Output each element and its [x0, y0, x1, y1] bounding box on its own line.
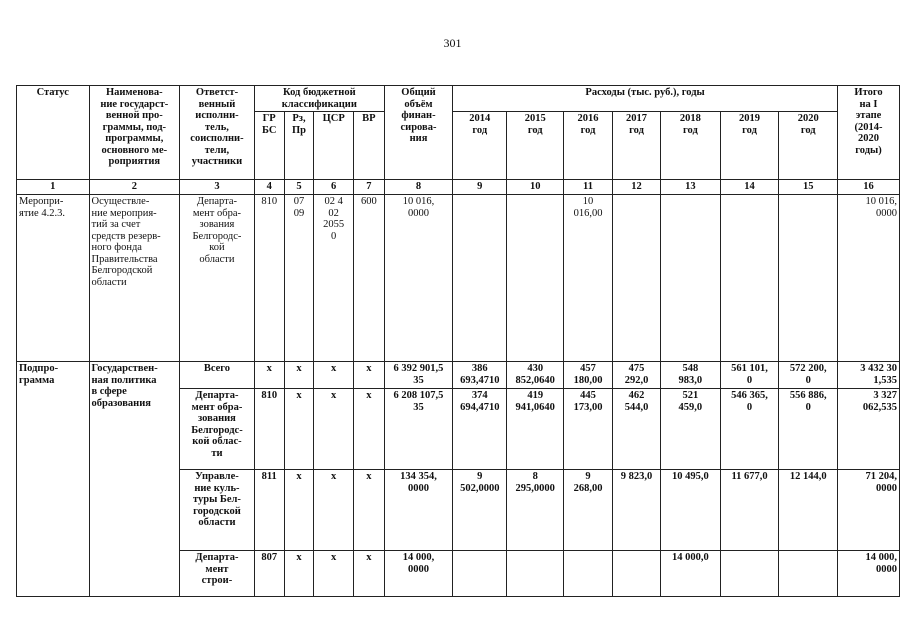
row-year-2020: 572 200, 0 [779, 362, 838, 389]
row-year-2016: 9 268,00 [563, 470, 612, 551]
row-year-2019: 546 365, 0 [720, 389, 779, 470]
column-number: 4 [254, 180, 284, 195]
header-status: Статус [17, 86, 90, 180]
row-stage-total: 14 000, 0000 [838, 551, 900, 597]
budget-table [16, 85, 900, 597]
row-responsible: Департа- мент обра- зования Белгородс- кой облас- ти [180, 389, 255, 470]
header-grbs: ГР БС [254, 112, 284, 180]
row-year-2015: 419 941,0640 [507, 389, 564, 470]
row-year-2017: 475 292,0 [613, 362, 661, 389]
row-year-2019: 561 101, 0 [720, 362, 779, 389]
column-number: 7 [353, 180, 384, 195]
event-vr: 600 [353, 195, 384, 362]
header-row-1 [17, 86, 900, 112]
column-number: 6 [314, 180, 353, 195]
event-row [17, 195, 900, 362]
row-year-2017 [613, 551, 661, 597]
subprogram-status: Подпро- грамма [17, 362, 90, 597]
header-responsible: Ответст- венный исполни- тель, соисполни- тели, участники [180, 86, 255, 180]
row-year-2015 [507, 551, 564, 597]
header-year-2014: 2014 год [453, 112, 507, 180]
row-rzpr: х [284, 389, 314, 470]
header-year-2019: 2019 год [720, 112, 779, 180]
subprogram-row [17, 362, 900, 389]
event-csr: 02 4 02 2055 0 [314, 195, 353, 362]
row-year-2016 [563, 551, 612, 597]
header-stage-total: Итого на I этапе (2014- 2020 годы) [838, 86, 900, 180]
row-year-2020: 12 144,0 [779, 470, 838, 551]
row-year-2014 [453, 551, 507, 597]
event-total: 10 016, 0000 [384, 195, 452, 362]
row-year-2019 [720, 551, 779, 597]
row-vr: х [353, 362, 384, 389]
row-year-2018: 10 495,0 [661, 470, 721, 551]
column-number: 14 [720, 180, 779, 195]
column-number: 1 [17, 180, 90, 195]
column-number: 5 [284, 180, 314, 195]
row-csr: х [314, 551, 353, 597]
event-responsible: Департа- мент обра- зования Белгородс- кой области [180, 195, 255, 362]
row-vr: х [353, 389, 384, 470]
row-rzpr: х [284, 470, 314, 551]
row-year-2014: 374 694,4710 [453, 389, 507, 470]
row-year-2014: 9 502,0000 [453, 470, 507, 551]
header-year-2015: 2015 год [507, 112, 564, 180]
row-grbs: 811 [254, 470, 284, 551]
row-responsible: Всего [180, 362, 255, 389]
row-total: 134 354, 0000 [384, 470, 452, 551]
row-year-2017: 462 544,0 [613, 389, 661, 470]
row-year-2018: 14 000,0 [661, 551, 721, 597]
event-year-2015 [507, 195, 564, 362]
row-year-2016: 457 180,00 [563, 362, 612, 389]
row-rzpr: х [284, 551, 314, 597]
row-total: 14 000, 0000 [384, 551, 452, 597]
subprogram-name: Государствен- ная политика в сфере образования [89, 362, 180, 597]
column-number: 2 [89, 180, 180, 195]
column-number: 12 [613, 180, 661, 195]
event-stage-total: 10 016, 0000 [838, 195, 900, 362]
row-year-2018: 548 983,0 [661, 362, 721, 389]
row-csr: х [314, 362, 353, 389]
column-number: 13 [661, 180, 721, 195]
event-year-2018 [661, 195, 721, 362]
row-year-2015: 8 295,0000 [507, 470, 564, 551]
event-grbs: 810 [254, 195, 284, 362]
header-budget-code: Код бюджетной классификации [254, 86, 384, 112]
row-responsible: Управле- ние куль- туры Бел- городской области [180, 470, 255, 551]
row-year-2014: 386 693,4710 [453, 362, 507, 389]
column-number: 9 [453, 180, 507, 195]
row-year-2019: 11 677,0 [720, 470, 779, 551]
row-total: 6 392 901,5 35 [384, 362, 452, 389]
row-stage-total: 71 204, 0000 [838, 470, 900, 551]
column-number: 8 [384, 180, 452, 195]
header-total-volume: Общий объём финан- сирова- ния [384, 86, 452, 180]
header-year-2017: 2017 год [613, 112, 661, 180]
row-year-2017: 9 823,0 [613, 470, 661, 551]
row-rzpr: х [284, 362, 314, 389]
header-expenses: Расходы (тыс. руб.), годы [453, 86, 838, 112]
event-year-2020 [779, 195, 838, 362]
header-vr: ВР [353, 112, 384, 180]
row-vr: х [353, 470, 384, 551]
row-grbs: 807 [254, 551, 284, 597]
row-year-2020: 556 886, 0 [779, 389, 838, 470]
row-stage-total: 3 327 062,535 [838, 389, 900, 470]
row-year-2016: 445 173,00 [563, 389, 612, 470]
event-name: Осуществле- ние мероприя- тий за счет средств резерв- ного фонда Правительства Белгородской области [89, 195, 180, 362]
row-year-2020 [779, 551, 838, 597]
header-year-2016: 2016 год [563, 112, 612, 180]
column-number: 10 [507, 180, 564, 195]
row-grbs: 810 [254, 389, 284, 470]
row-csr: х [314, 470, 353, 551]
page-number: 301 [443, 36, 462, 50]
column-number: 3 [180, 180, 255, 195]
row-total: 6 208 107,5 35 [384, 389, 452, 470]
row-stage-total: 3 432 30 1,535 [838, 362, 900, 389]
row-year-2015: 430 852,0640 [507, 362, 564, 389]
column-number: 11 [563, 180, 612, 195]
header-name: Наименова- ние государст- венной про- граммы, под- программы, основного ме- роприятия [89, 86, 180, 180]
row-grbs: х [254, 362, 284, 389]
column-numbers-row [17, 180, 900, 195]
header-year-2020: 2020 год [779, 112, 838, 180]
row-vr: х [353, 551, 384, 597]
header-rzpr: Рз, Пр [284, 112, 314, 180]
header-csr: ЦСР [314, 112, 353, 180]
event-rzpr: 07 09 [284, 195, 314, 362]
event-year-2014 [453, 195, 507, 362]
header-year-2018: 2018 год [661, 112, 721, 180]
column-number: 15 [779, 180, 838, 195]
event-year-2017 [613, 195, 661, 362]
row-year-2018: 521 459,0 [661, 389, 721, 470]
column-number: 16 [838, 180, 900, 195]
event-year-2016: 10 016,00 [563, 195, 612, 362]
row-csr: х [314, 389, 353, 470]
event-status: Меропри- ятие 4.2.3. [17, 195, 90, 362]
event-year-2019 [720, 195, 779, 362]
row-responsible: Департа- мент строи- [180, 551, 255, 597]
